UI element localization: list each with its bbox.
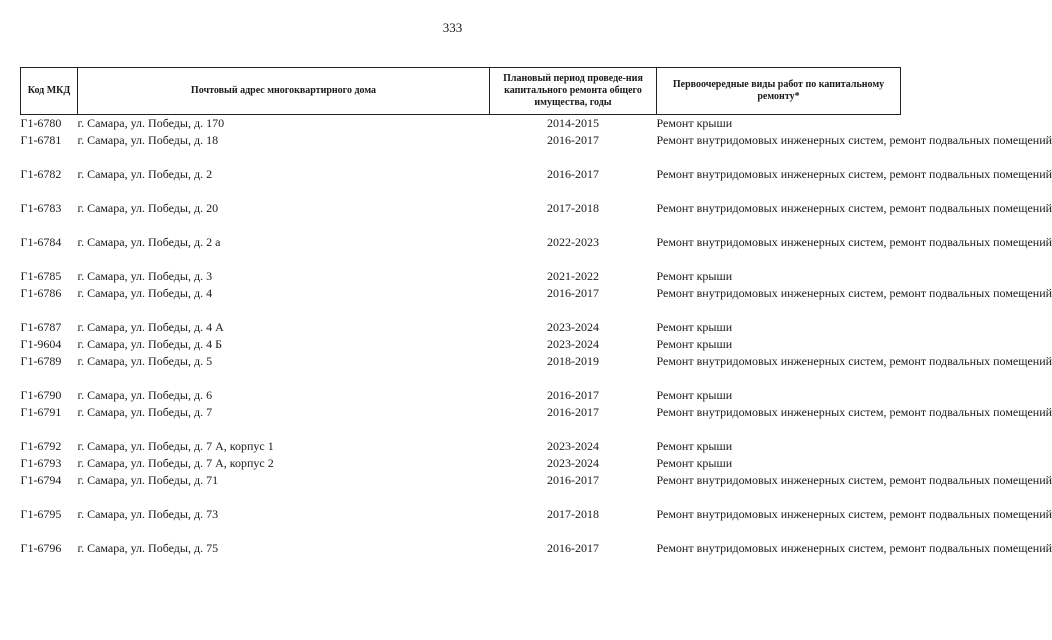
cell-works: Ремонт внутридомовых инженерных систем, ремонт подвальных помещений (656, 541, 1052, 555)
table-row (21, 387, 901, 404)
cell-address: г. Самара, ул. Победы, д. 7 А, корпус 1 (77, 439, 274, 453)
cell-code: Г1-6793 (20, 456, 62, 470)
table-row (21, 166, 901, 200)
cell-address: г. Самара, ул. Победы, д. 75 (77, 541, 219, 555)
header-period: Плановый период проведе-ния капитального ремонта общего имущества, годы (490, 68, 657, 115)
cell-code: Г1-6785 (20, 269, 62, 283)
cell-works: Ремонт крыши (656, 456, 733, 470)
cell-works: Ремонт крыши (656, 116, 733, 130)
cell-period: 2016-2017 (547, 286, 599, 300)
cell-address: г. Самара, ул. Победы, д. 7 (77, 405, 213, 419)
cell-period: 2023-2024 (547, 320, 599, 334)
cell-code: Г1-6791 (20, 405, 62, 419)
cell-period: 2017-2018 (547, 507, 599, 521)
cell-address: г. Самара, ул. Победы, д. 20 (77, 201, 219, 215)
table-row (21, 455, 901, 472)
cell-code: Г1-6796 (20, 541, 62, 555)
cell-works: Ремонт крыши (656, 320, 733, 334)
table-row (21, 132, 901, 166)
cell-address: г. Самара, ул. Победы, д. 4 А (77, 320, 224, 334)
cell-code: Г1-6790 (20, 388, 62, 402)
header-row (21, 68, 901, 115)
cell-code: Г1-6784 (20, 235, 62, 249)
cell-code: Г1-6792 (20, 439, 62, 453)
table-row (21, 115, 901, 133)
table-row (21, 200, 901, 234)
cell-code: Г1-6789 (20, 354, 62, 368)
cell-code: Г1-6787 (20, 320, 62, 334)
cell-code: Г1-9604 (20, 337, 62, 351)
cell-period: 2016-2017 (547, 541, 599, 555)
cell-address: г. Самара, ул. Победы, д. 73 (77, 507, 219, 521)
cell-code: Г1-6780 (20, 116, 62, 130)
cell-address: г. Самара, ул. Победы, д. 4 Б (77, 337, 222, 351)
table-header (21, 68, 901, 115)
cell-works: Ремонт внутридомовых инженерных систем, ремонт подвальных помещений (656, 405, 1052, 419)
cell-works: Ремонт крыши (656, 388, 733, 402)
cell-period: 2016-2017 (547, 388, 599, 402)
page-number: 333 (442, 20, 463, 35)
cell-period: 2023-2024 (547, 439, 599, 453)
table-body (20, 115, 1052, 575)
cell-period: 2018-2019 (547, 354, 599, 368)
header-address: Почтовый адрес многоквартирного дома (78, 68, 490, 115)
cell-address: г. Самара, ул. Победы, д. 71 (77, 473, 219, 487)
cell-works: Ремонт внутридомовых инженерных систем, ремонт подвальных помещений (656, 286, 1052, 300)
cell-address: г. Самара, ул. Победы, д. 6 (77, 388, 213, 402)
table-row (21, 336, 901, 353)
cell-works: Ремонт внутридомовых инженерных систем, ремонт подвальных помещений (656, 167, 1052, 181)
cell-works: Ремонт внутридомовых инженерных систем, ремонт подвальных помещений (656, 354, 1052, 368)
cell-code: Г1-6795 (20, 507, 62, 521)
cell-works: Ремонт внутридомовых инженерных систем, ремонт подвальных помещений (656, 473, 1052, 487)
cell-period: 2016-2017 (547, 167, 599, 181)
table-row (21, 319, 901, 336)
cell-period: 2016-2017 (547, 473, 599, 487)
cell-address: г. Самара, ул. Победы, д. 170 (77, 116, 225, 130)
cell-works: Ремонт крыши (656, 269, 733, 283)
cell-period: 2014-2015 (547, 116, 599, 130)
cell-code: Г1-6782 (20, 167, 62, 181)
cell-code: Г1-6781 (20, 133, 62, 147)
table-row (21, 540, 901, 574)
table-row (21, 404, 901, 438)
header-works: Первоочередные виды работ по капитальному ремонту* (657, 68, 901, 115)
table-row (21, 268, 901, 285)
cell-period: 2016-2017 (547, 405, 599, 419)
cell-code: Г1-6794 (20, 473, 62, 487)
cell-works: Ремонт внутридомовых инженерных систем, ремонт подвальных помещений (656, 507, 1052, 521)
cell-period: 2017-2018 (547, 201, 599, 215)
cell-works: Ремонт крыши (656, 337, 733, 351)
cell-code: Г1-6783 (20, 201, 62, 215)
cell-address: г. Самара, ул. Победы, д. 5 (77, 354, 213, 368)
cell-period: 2016-2017 (547, 133, 599, 147)
cell-address: г. Самара, ул. Победы, д. 2 а (77, 235, 221, 249)
cell-works: Ремонт внутридомовых инженерных систем, ремонт подвальных помещений (656, 133, 1052, 147)
cell-code: Г1-6786 (20, 286, 62, 300)
cell-address: г. Самара, ул. Победы, д. 7 А, корпус 2 (77, 456, 274, 470)
cell-period: 2023-2024 (547, 337, 599, 351)
table-row (21, 234, 901, 268)
table-row (21, 438, 901, 455)
cell-period: 2022-2023 (547, 235, 599, 249)
capital-repair-table (20, 67, 1052, 574)
cell-works: Ремонт крыши (656, 439, 733, 453)
cell-address: г. Самара, ул. Победы, д. 3 (77, 269, 213, 283)
table-row (21, 472, 901, 506)
cell-address: г. Самара, ул. Победы, д. 4 (77, 286, 213, 300)
cell-works: Ремонт внутридомовых инженерных систем, ремонт подвальных помещений (656, 235, 1052, 249)
cell-address: г. Самара, ул. Победы, д. 18 (77, 133, 219, 147)
cell-period: 2023-2024 (547, 456, 599, 470)
table-row (21, 506, 901, 540)
cell-period: 2021-2022 (547, 269, 599, 283)
header-code: Код МКД (21, 68, 78, 115)
table-row (21, 353, 901, 387)
table-row (21, 285, 901, 319)
cell-works: Ремонт внутридомовых инженерных систем, ремонт подвальных помещений (656, 201, 1052, 215)
cell-address: г. Самара, ул. Победы, д. 2 (77, 167, 213, 181)
